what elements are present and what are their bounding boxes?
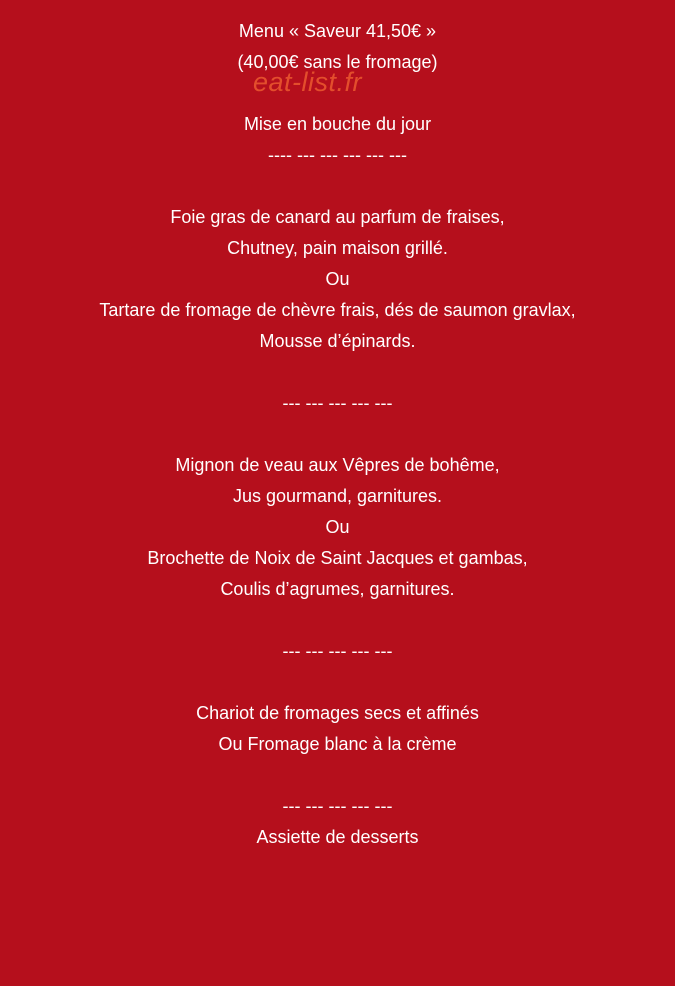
starter-option-2-line-1: Tartare de fromage de chèvre frais, dés de saumon gravlax,: [99, 300, 576, 320]
main-option-1-line-2: Jus gourmand, garnitures.: [232, 486, 443, 506]
separator-amuse: ---- --- --- --- --- ---: [268, 145, 407, 165]
starter-option-2-line-2: Mousse d’épinards.: [259, 331, 416, 351]
menu-title: Menu « Saveur 41,50€ »: [238, 21, 437, 41]
watermark-logo: eat-list.fr: [253, 67, 363, 97]
starter-option-1-line-1: Foie gras de canard au parfum de fraises,: [170, 207, 505, 227]
spacer: [0, 605, 675, 636]
spacer: [0, 667, 675, 698]
spacer: [0, 171, 675, 202]
spacer: [0, 419, 675, 450]
spacer: [0, 760, 675, 791]
starter-option-1-line-2: Chutney, pain maison grillé.: [227, 238, 448, 258]
main-option-2-line-2: Coulis d’agrumes, garnitures.: [220, 579, 455, 599]
main-option-1-line-1: Mignon de veau aux Vêpres de bohême,: [175, 455, 500, 475]
cheese-option-1: Chariot de fromages secs et affinés: [196, 703, 479, 723]
main-or: Ou: [325, 517, 350, 537]
menu-content: [0, 16, 675, 853]
separator-starters: --- --- --- --- ---: [282, 393, 393, 413]
spacer: [0, 357, 675, 388]
dessert: Assiette de desserts: [256, 827, 419, 847]
cheese-option-2: Ou Fromage blanc à la crème: [218, 734, 457, 754]
amuse-bouche: Mise en bouche du jour: [243, 114, 432, 134]
separator-mains: --- --- --- --- ---: [282, 641, 393, 661]
starter-or: Ou: [325, 269, 350, 289]
menu-subtitle: (40,00€ sans le fromage): [237, 52, 438, 72]
separator-cheese: --- --- --- --- ---: [282, 796, 393, 816]
main-option-2-line-1: Brochette de Noix de Saint Jacques et gambas,: [147, 548, 528, 568]
